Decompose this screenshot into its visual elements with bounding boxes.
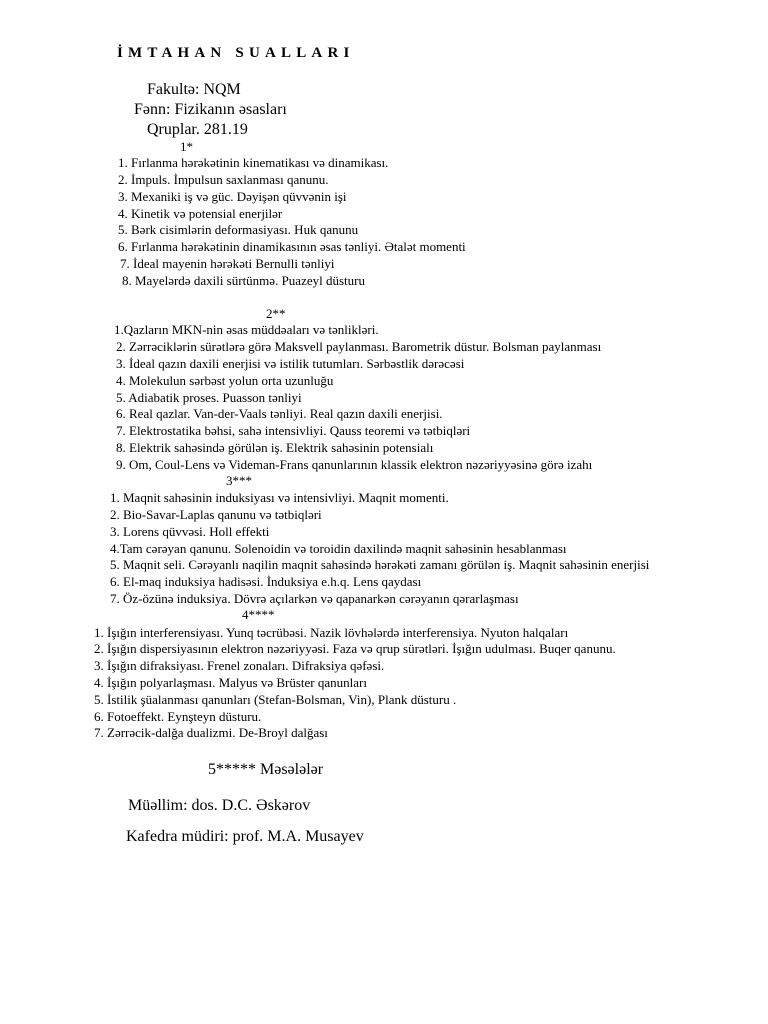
question-item: 8. Elektrik sahəsində görülən iş. Elektrik sahəsinin potensialı xyxy=(116,440,434,455)
question-item: 5. Adiabatik proses. Puasson tənliyi xyxy=(116,390,302,405)
question-item: 2. İşığın dispersiyasının elektron nəzəriyyəsi. Faza və qrup sürətləri. İşığın udulması. Buqer qanunu. xyxy=(94,641,616,656)
question-item: 4. Molekulun sərbəst yolun orta uzunluğu xyxy=(116,373,334,388)
question-item: 4.Tam cərəyan qanunu. Solenoidin və toroidin daxilində maqnit sahəsinin hesablanması xyxy=(110,541,567,556)
question-item: 5. İstilik şüalanması qanunları (Stefan-Bolsman, Vin), Plank düsturu . xyxy=(94,692,457,707)
section-heading: 2** xyxy=(266,306,286,321)
question-item: 4. İşığın polyarlaşması. Malyus və Brüster qanunları xyxy=(94,675,367,690)
question-item: 6. Fotoeffekt. Eynşteyn düsturu. xyxy=(94,709,262,724)
groups-line: Qruplar. 281.19 xyxy=(147,121,248,138)
question-item: 1. Maqnit sahəsinin induksiyası və intensivliyi. Maqnit momenti. xyxy=(110,490,449,505)
question-item: 5. Bərk cisimlərin deformasiyası. Huk qanunu xyxy=(118,222,359,237)
question-item: 1.Qazların MKN-nin əsas müddəaları və tənlikləri. xyxy=(114,322,379,337)
question-item: 1. İşığın interferensiyası. Yunq təcrübəsi. Nazik lövhələrdə interferensiya. Nyuton halqaları xyxy=(94,625,569,640)
question-item: 3. İşığın difraksiyası. Frenel zonaları. Difraksiya qəfəsi. xyxy=(94,658,385,673)
question-item: 1. Fırlanma hərəkətinin kinematikası və dinamikası. xyxy=(118,155,389,170)
question-item: 7. Öz-özünə induksiya. Dövrə açılarkən və qapanarkən cərəyanın qərarlaşması xyxy=(110,591,519,606)
question-item: 7. Elektrostatika bəhsi, sahə intensivliyi. Qauss teoremi və tətbiqləri xyxy=(116,423,471,438)
question-item: 6. Real qazlar. Van-der-Vaals tənliyi. Real qazın daxili enerjisi. xyxy=(116,406,443,421)
teacher-line: Müəllim: dos. D.C. Əskərov xyxy=(128,797,311,814)
question-item: 7. İdeal mayenin hərəkəti Bernulli tənliyi xyxy=(120,256,335,271)
section-heading: 3*** xyxy=(226,473,252,488)
question-item: 4. Kinetik və potensial enerjilər xyxy=(118,206,283,221)
question-item: 6. Fırlanma hərəkətinin dinamikasının əsas tənliyi. Ətalət momenti xyxy=(118,239,466,254)
question-item: 9. Om, Coul-Lens və Videman-Frans qanunlarının klassik elektron nəzəriyyəsinə görə izahı xyxy=(116,457,593,472)
question-item: 2. Bio-Savar-Laplas qanunu və tətbiqləri xyxy=(110,507,322,522)
question-item: 3. İdeal qazın daxili enerjisi və istilik tutumları. Sərbəstlik dərəcəsi xyxy=(116,356,465,371)
faculty-line: Fakultə: NQM xyxy=(147,81,241,98)
subject-line: Fənn: Fizikanın əsasları xyxy=(134,101,287,118)
chair-line: Kafedra müdiri: prof. M.A. Musayev xyxy=(126,828,364,845)
question-item: 2. Zərrəciklərin sürətlərə görə Maksvell paylanması. Barometrik düstur. Bolsman paylanması xyxy=(116,339,602,354)
section-heading: 1* xyxy=(180,139,193,154)
question-item: 5. Maqnit seli. Cərəyanlı naqilin maqnit sahəsində hərəkəti zamanı görülən iş. Maqnit sahəsinin enerjisi xyxy=(110,557,650,572)
question-item: 8. Mayelərdə daxili sürtünmə. Puazeyl düsturu xyxy=(122,273,365,288)
problems-heading: 5***** Məsələlər xyxy=(208,761,324,778)
question-item: 7. Zərrəcik-dalğa dualizmi. De-Broyl dalğası xyxy=(94,725,328,740)
section-heading: 4**** xyxy=(242,607,275,622)
question-item: 6. El-maq induksiya hadisəsi. İnduksiya e.h.q. Lens qaydası xyxy=(110,574,422,589)
question-item: 3. Mexaniki iş və güc. Dəyişən qüvvənin işi xyxy=(118,189,347,204)
document-title: İMTAHAN SUALLARI xyxy=(117,45,355,61)
question-item: 3. Lorens qüvvəsi. Holl effekti xyxy=(110,524,270,539)
question-item: 2. İmpuls. İmpulsun saxlanması qanunu. xyxy=(118,172,329,187)
